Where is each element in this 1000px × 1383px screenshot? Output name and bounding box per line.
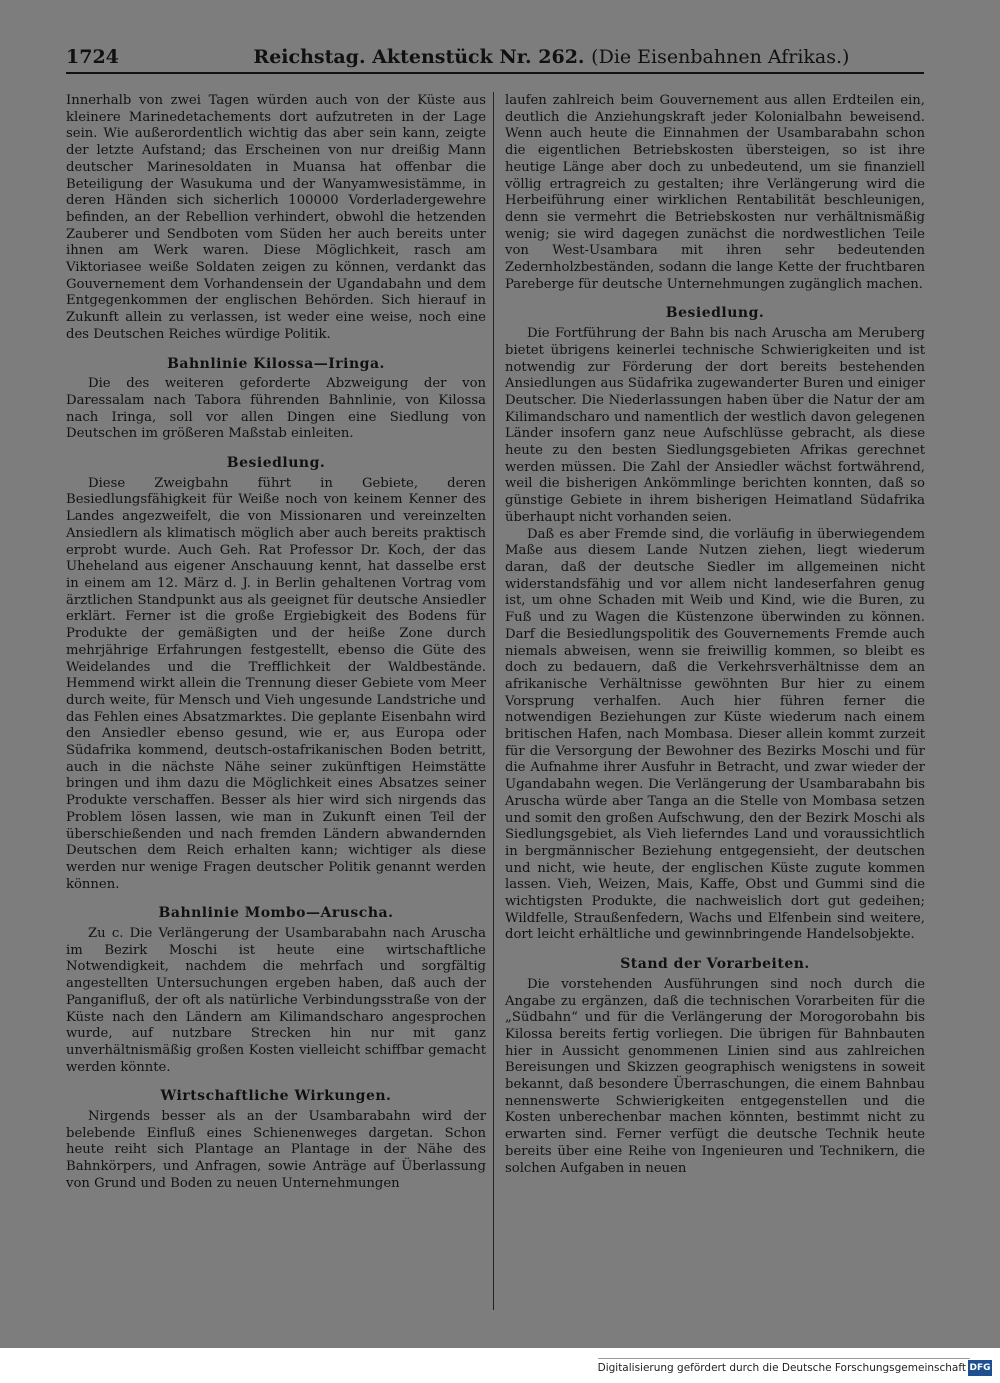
section-heading: Besiedlung. (665, 305, 765, 322)
section-heading: Besiedlung. (226, 455, 326, 472)
paragraph: Die vorstehenden Ausführungen sind noch durch die Angabe zu ergänzen, daß die technischen Vorarbeiten für die „Südbahn“ und für die Verlängerung der Morogorobahn bis Kilossa bereits fertig vorliegen. Die übrigen für Bahnbauten hier in Aussicht genommenen Linien sind aus zahlreichen Bereisungen und Skizzen geographisch wenigstens in soweit bekannt, daß besondere Überraschungen, die einem Bahnbau nennenswerte Schwierigkeiten entgegenstellen und die Kosten unberechenbar machen könnten, bestimmt nicht zu erwarten sind. Ferner verfügt die deutsche Technik heute bereits über eine Reihe von Ingenieuren und Technikern, die solchen Aufgaben in neuen (505, 976, 925, 1176)
footer-bar (0, 1348, 1000, 1383)
paragraph: Innerhalb von zwei Tagen würden auch von der Küste aus kleinere Marinedetachements dort aufzutreten in der Lage sein. Wie außerordentlich wichtig das aber sein kann, zeigte der letzte Aufstand; das Erscheinen von nur dreißig Mann deutscher Marinesoldaten in Muansa hat offenbar die Beteiligung der Wasukuma und der Wanyamwesistämme, in deren Händen sich sicherlich 100000 Vorderladergewehre befinden, an der Rebellion verhindert, obwohl die hetzenden Zauberer und Sendboten vom Süden her auch bereits unter ihnen am Werk waren. Diese Möglichkeit, rasch am Viktoriasee weiße Soldaten zeigen zu können, verdankt das Gouvernement dem Vorhandensein der Ugandabahn und dem Entgegenkommen der englischen Behörden. Sich hierauf in Zukunft allein zu verlassen, ist weder eine weise, noch eine des Deutschen Reiches würdige Politik. (66, 93, 486, 342)
page-title (119, 46, 924, 68)
section-heading: Wirtschaftliche Wirkungen. (160, 1088, 392, 1105)
dfg-logo: DFG (968, 1360, 992, 1376)
paragraph: Die des weiteren geforderte Abzweigung der von Daressalam nach Tabora führenden Bahnlinie, von Kilossa nach Iringa, soll vor allen Dingen eine Siedlung von Deutschen im größeren Maßstab einleiten. (66, 376, 486, 442)
page-number: 1724 (66, 46, 119, 68)
page-header (66, 42, 924, 74)
paragraph: Die Fortführung der Bahn bis nach Aruscha am Meruberg bietet übrigens keinerlei technische Schwierigkeiten und ist notwendig zur Förderung der dort bereits bestehenden Ansiedlungen aus Südafrika zugewanderter Buren und einiger Deutscher. Die Niederlassungen haben über die Natur der am Kilimandscharo und namentlich der westlich davon gelegenen Länder insofern ganz neue Aufschlüsse gebracht, als diese heute zu den besten Siedlungsgebieten Afrikas gerechnet werden müssen. Die Zahl der Ansiedler wächst fortwährend, weil die bisherigen Ankömmlinge berichten konnten, daß so günstige Gebiete in ihrem bisherigen Heimatland Südafrika überhaupt nicht vorhanden seien. (505, 326, 925, 525)
header-title-text: Reichstag. Aktenstück Nr. 262. (253, 46, 585, 68)
paragraph: Nirgends besser als an der Usambarabahn wird der belebende Einfluß eines Schienenweges dargetan. Schon heute reiht sich Plantage an Plantage in der Nähe des Bahnkörpers, und Anfragen, sowie Anträge auf Überlassung von Grund und Boden zu neuen Unternehmungen (66, 1109, 486, 1191)
paragraph: Daß es aber Fremde sind, die vorläufig in überwiegendem Maße aus diesem Lande Nutzen ziehen, liegt wiederum daran, daß der deutsche Siedler im allgemeinen nicht widerstandsfähig und vor allem nicht landeserfahren genug ist, um ohne Schaden mit Weib und Kind, wie die Buren, zu Fuß und zu Wagen die Küstenzone überwinden zu können. Darf die Besiedlungspolitik des Gouvernements Fremde auch niemals abweisen, wenn sie freiwillig kommen, so bleibt es doch zu bedauern, daß die Verkehrsverhältnisse dem an afrikanische Verhältnisse gewöhnten Bur hier zu einem Vorsprung verhalfen. Auch hier führen ferner die notwendigen Beziehungen zur Küste wiederum nach einem britischen Hafen, nach Mombasa. Dieser allein kommt zurzeit für die Versorgung der Bewohner des Bezirks Moschi und für die Aufnahme ihrer Ausfuhr in Betracht, und zwar wieder der Ugandabahn wegen. Die Verlängerung der Usambarabahn bis Aruscha würde aber Tanga an die Stelle von Mombasa setzen und somit den großen Aufschwung, den der Bezirk Moschi als Siedlungsgebiet, als Vieh lieferndes Land und voraussichtlich in bergmännischer Beziehung entgegensieht, der deutschen und nicht, wie heute, der englischen Küste zugute kommen lassen. Vieh, Weizen, Mais, Kaffe, Obst und Gummi sind die wichtigsten Produkte, die nachweislich dort gut gedeihen; Wildfelle, Straußenfedern, Wachs und Elfenbein sind weitere, dort leicht erhältliche und gewinnbringende Handelsobjekte. (505, 526, 925, 943)
left-column (66, 93, 486, 1193)
footer-rule (598, 1358, 970, 1359)
funding-credit: Digitalisierung gefördert durch die Deutsche Forschungsgemeinschaft (597, 1362, 966, 1374)
paragraph: Zu c. Die Verlängerung der Usambarabahn nach Aruscha im Bezirk Moschi ist heute eine wirtschaftliche Notwendigkeit, nachdem die mehrfach und sorgfältig angestellten Untersuchungen ergeben haben, daß auch der Panganifluß, der oft als natürliche Verbindungsstraße von der Küste nach den Ländern am Kilimandscharo angesprochen wurde, auf nutzbare Strecken hin nur mit ganz unverhältnismäßig großen Kosten vielleicht schiffbar gemacht werden könnte. (66, 926, 486, 1075)
header-subtitle-text: (Die Eisenbahnen Afrikas.) (591, 46, 850, 68)
column-divider (493, 92, 494, 1310)
section-heading: Bahnlinie Kilossa—Iringa. (167, 355, 385, 372)
section-heading: Bahnlinie Mombo—Aruscha. (158, 905, 394, 922)
section-heading: Stand der Vorarbeiten. (620, 956, 810, 973)
right-column (505, 93, 925, 1177)
paragraph: laufen zahlreich beim Gouvernement aus allen Erdteilen ein, deutlich die Anziehungskraft jeder Kolonialbahn beweisend. Wenn auch heute die Einnahmen der Usambarabahn schon die eigentlichen Betriebskosten übersteigen, so ist ihre heutige Länge aber doch zu unbedeutend, um sie finanziell völlig ertragreich zu gestalten; ihre Verlängerung wird die Herbeiführung einer wirklichen Rentabilität beschleunigen, denn sie vermehrt die Betriebskosten nur verhältnismäßig wenig; sie wird dagegen zunächst die nordwestlichen Teile von West-Usambara mit ihren sehr bedeutenden Zedernholzbeständen, sodann die lange Kette der fruchtbaren Pareberge für deutsche Unternehmungen zugänglich machen. (505, 93, 925, 292)
paragraph: Diese Zweigbahn führt in Gebiete, deren Besiedlungsfähigkeit für Weiße noch von keinem Kenner des Landes angezweifelt, die von Missionaren und vereinzelten Ansiedlern als klimatisch möglich aber auch bereits praktisch erprobt wurde. Auch Geh. Rat Professor Dr. Koch, der das Uheheland aus eigener Anschauung kennt, hat dasselbe erst in einem am 12. März d. J. in Berlin gehaltenen Vortrag vom ärztlichen Standpunkt aus als geeignet für deutsche Ansiedler erklärt. Ferner ist die große Ergiebigkeit des Bodens für Produkte der gemäßigten und der heiße Zone durch mehrjährige Erfahrungen festgestellt, ebenso die Güte des Weidelandes und die Trefflichkeit der Waldbestände. Hemmend wirkt allein die Trennung dieser Gebiete vom Meer durch weite, für Mensch und Vieh ungesunde Landstriche und das Fehlen eines Absatzmarktes. Die geplante Eisenbahn wird den Ansiedler ebenso gesund, wie er, aus Europa oder Südafrika kommend, deutsch-ostafrikanischen Boden betritt, auch in die nächste Nähe seiner zukünftigen Heimstätte bringen und ihm dazu die Möglichkeit eines Absatzes seiner Produkte verschaffen. Besser als hier wird sich nirgends das Problem lösen lassen, wie man in Zukunft einen Teil der überschießenden und nach fremden Ländern abwandernden Deutschen dem Reich erhalten kann; wichtiger als diese werden nur wenige Fragen deutscher Politik genannt werden können. (66, 475, 486, 892)
